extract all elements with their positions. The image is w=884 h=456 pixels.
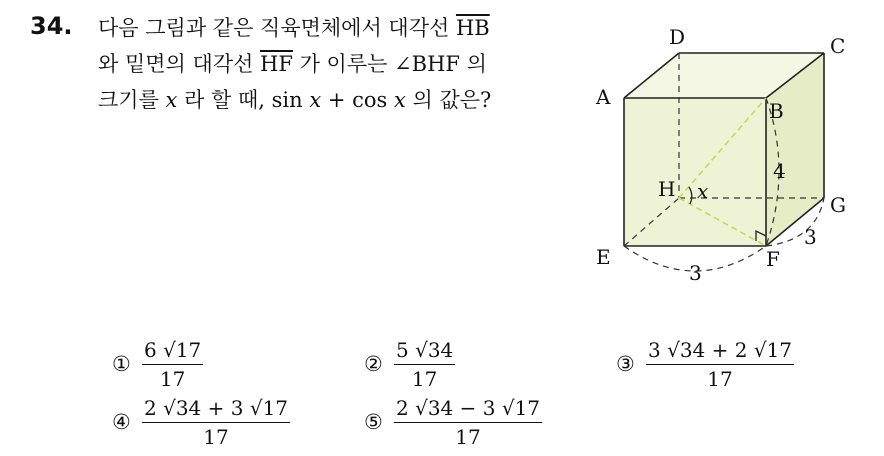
text-segment: 크기를 [98,88,166,112]
text-segment: + cos [321,88,394,112]
cuboid-figure [586,20,866,290]
denominator: 17 [203,425,229,449]
denominator: 17 [455,425,481,449]
variable-x: x [309,88,322,112]
angle-label-x: x [697,179,709,203]
text-segment: 가 이루는 ∠BHF 의 [292,52,487,76]
segment-hf: $\overline{HF}$ [260,52,293,76]
text-segment: 와 밑면의 대각선 [98,52,261,76]
numerator: 5 √34 [394,338,455,365]
choice-marker: ③ [616,352,635,376]
denominator: 17 [159,367,186,391]
vertex-label-e: E [596,245,611,269]
numerator: 6 √17 [142,338,203,365]
segment-hb: $\overline{HB}$ [455,16,490,40]
numerator: 2 √34 + 3 √17 [142,396,290,423]
vertex-label-b: B [769,99,784,123]
choice-marker: ④ [112,410,131,434]
edge-label-width: 3 [689,261,702,285]
question-line-3 [98,82,568,118]
denominator: 17 [411,367,438,391]
question-text [98,10,568,118]
text-segment: 다음 그림과 같은 직육면체에서 대각선 [98,16,456,40]
text-segment: 의 값은? [405,88,492,112]
vertex-label-h: H [658,177,676,201]
variable-x: x [393,88,406,112]
fraction [142,338,203,391]
variable-x: x [165,88,178,112]
fraction [646,338,794,391]
numerator: 3 √34 + 2 √17 [646,338,794,365]
vertex-label-f: F [766,247,780,271]
question-number: 34. [30,12,73,40]
numerator: 2 √34 − 3 √17 [394,396,542,423]
denominator: 17 [707,367,733,391]
choice-marker: ⑤ [364,410,383,434]
question-line-2 [98,46,568,82]
vertex-label-d: D [669,25,686,49]
choice-marker: ① [112,352,131,376]
front-face [624,98,766,246]
choice-marker: ② [364,352,383,376]
fraction [142,396,290,449]
question-line-1 [98,10,568,46]
text-segment: 라 할 때, sin [177,88,310,112]
fraction [394,338,455,391]
edge-label-height: 4 [773,159,786,183]
vertex-label-a: A [596,85,611,109]
vertex-label-g: G [830,193,846,217]
edge-label-depth: 3 [804,225,817,249]
vertex-label-c: C [830,34,846,58]
fraction [394,396,542,449]
